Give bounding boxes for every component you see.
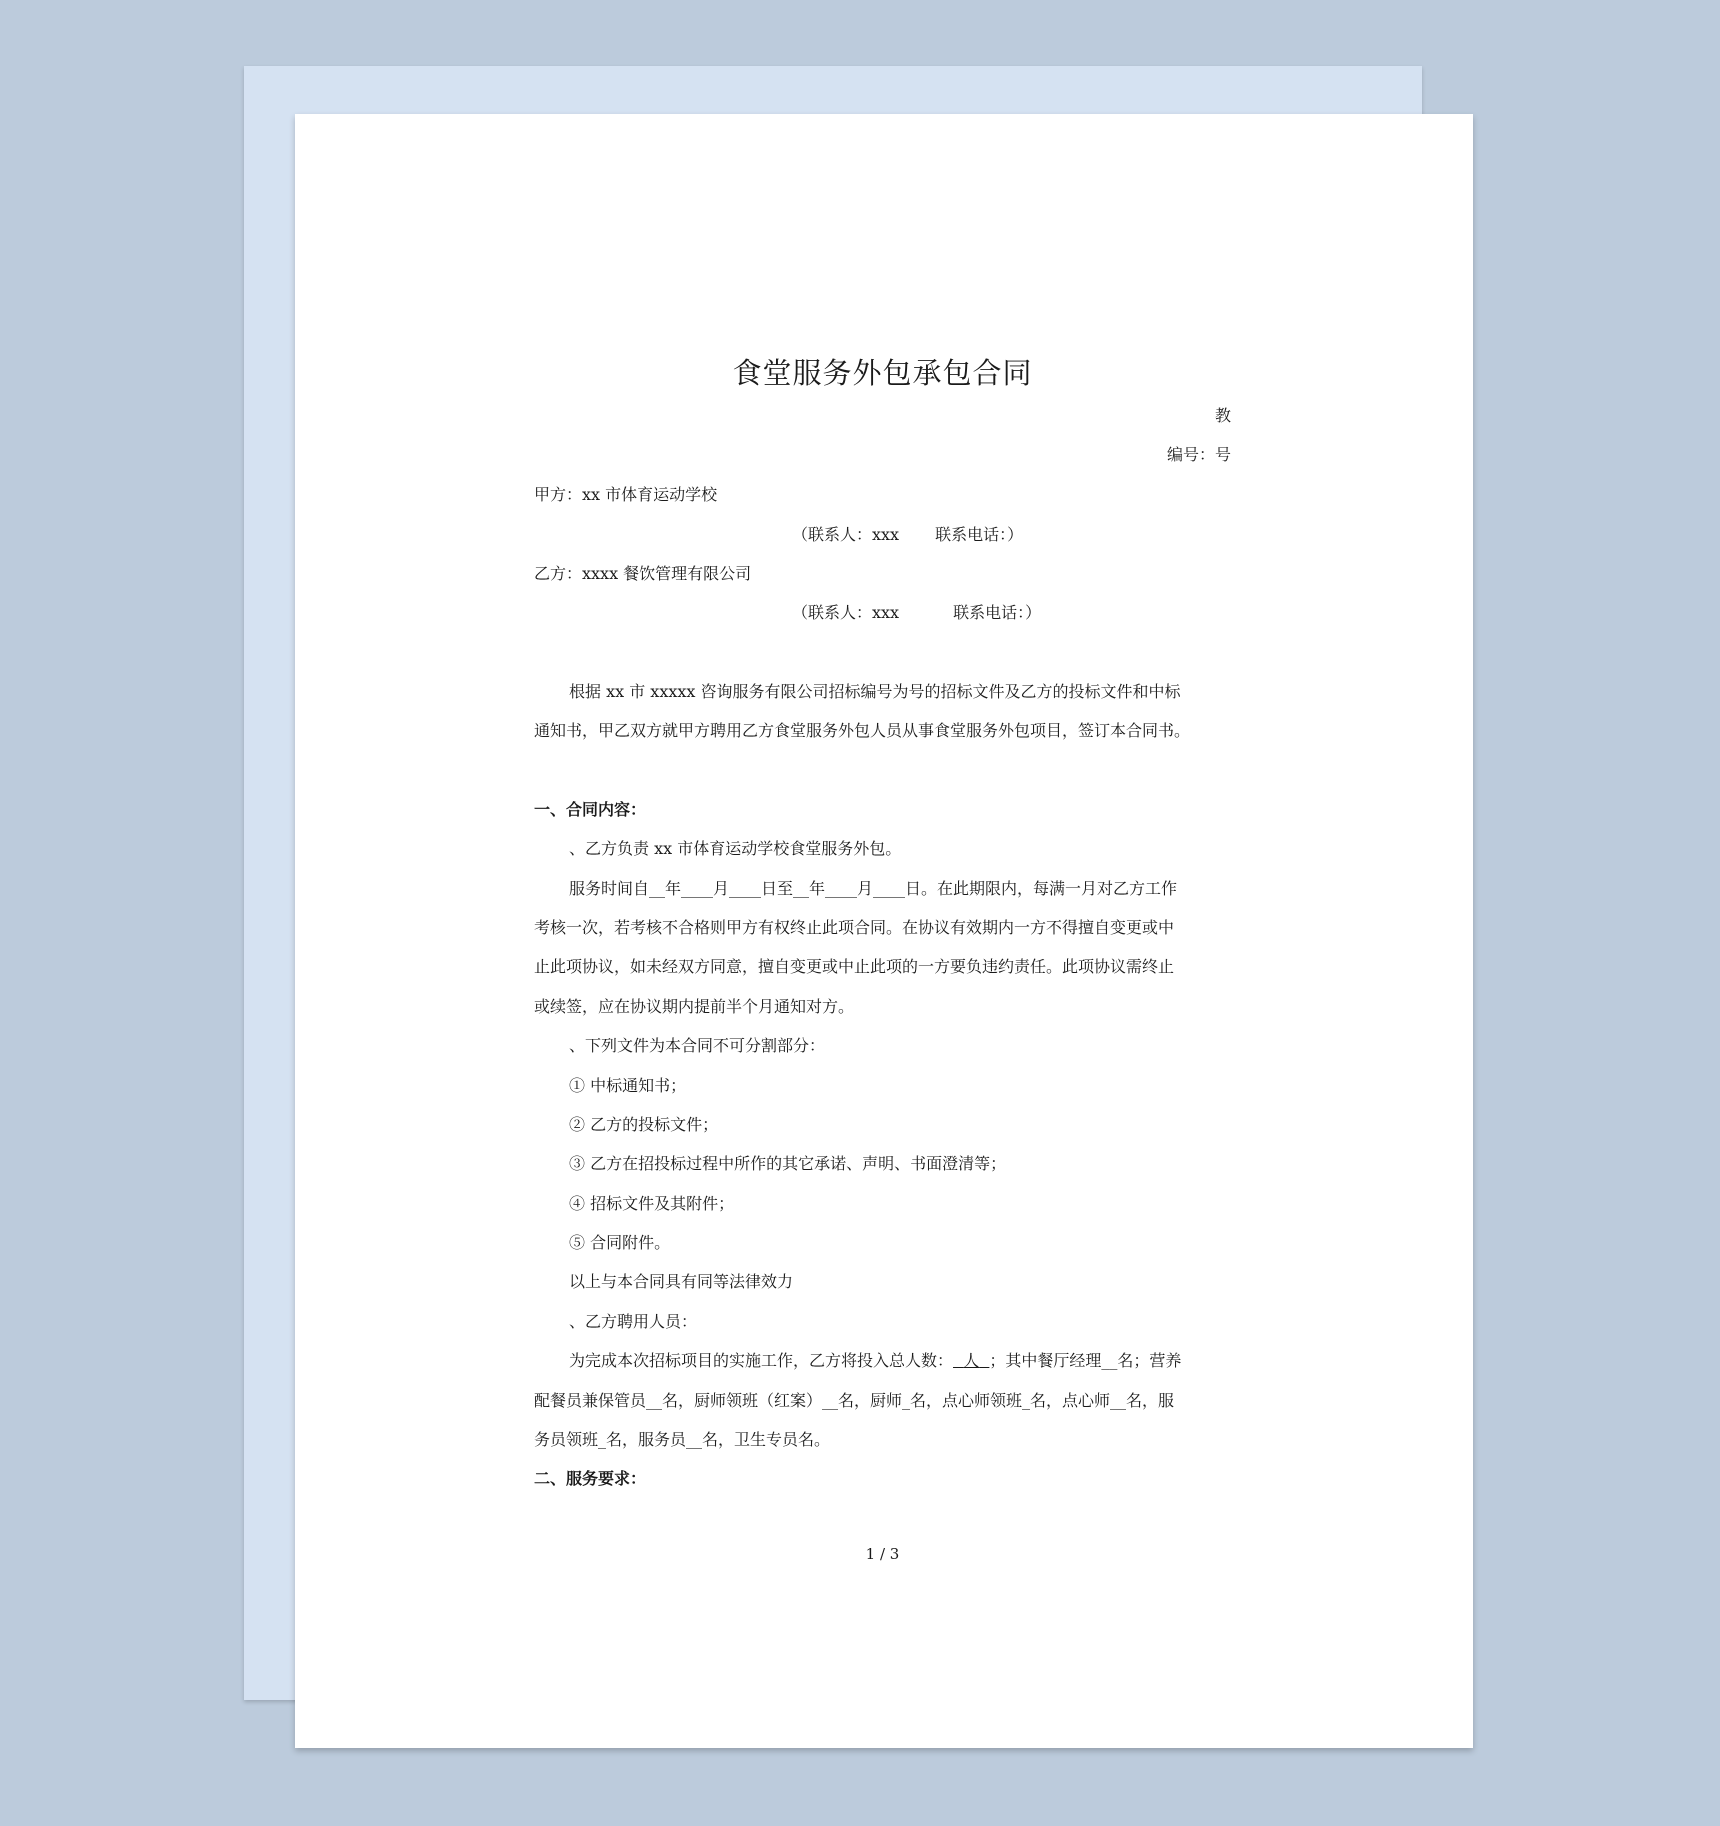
staff-line: 务员领班_名，服务员__名，卫生专员名。 — [534, 1430, 831, 1449]
party-b-contact-phone: 联系电话：） — [953, 603, 1042, 622]
page-number: 1 / 3 — [865, 1545, 900, 1563]
intro-paragraph-line: 根据 xx 市 xxxxx 咨询服务有限公司招标编号为号的招标文件及乙方的投标文件和中标 — [569, 682, 1181, 701]
staff-line-text: 为完成本次招标项目的实施工作，乙方将投入总人数： — [569, 1351, 954, 1370]
doc-list-item: ② 乙方的投标文件； — [569, 1115, 719, 1134]
party-b: 乙方：xxxx 餐饮管理有限公司 — [534, 564, 752, 583]
party-a-contact-phone: 联系电话：） — [935, 525, 1024, 544]
party-a-contact — [534, 524, 1231, 546]
service-period-line: 考核一次，若考核不合格则甲方有权终止此项合同。在协议有效期内一方不得擅自变更或中 — [534, 918, 1175, 937]
party-b-contact-person: （联系人：xxx — [792, 603, 900, 622]
clause-item: 、下列文件为本合同不可分割部分： — [569, 1036, 826, 1055]
contract-number: 编号：号 — [1166, 445, 1231, 464]
total-staff-blank — [953, 1351, 989, 1370]
doc-list-item: ④ 招标文件及其附件； — [569, 1194, 735, 1213]
document-title: 食堂服务外包承包合同 — [732, 356, 1033, 390]
staff-line-text: ；其中餐厅经理__名；营养 — [989, 1351, 1182, 1370]
staff-line: 配餐员兼保管员__名，厨师领班（红案）__名，厨师_名，点心师领班_名，点心师__名，服 — [534, 1391, 1175, 1410]
doc-list-item: ③ 乙方在招投标过程中所作的其它承诺、声明、书面澄清等； — [569, 1154, 1007, 1173]
total-staff-value: 人 — [963, 1351, 980, 1370]
section-heading-contract-content: 一、合同内容： — [534, 800, 647, 819]
doc-list-item: ⑤ 合同附件。 — [569, 1233, 671, 1252]
service-period-line: 止此项协议，如未经双方同意，擅自变更或中止此项的一方要负违约责任。此项协议需终止 — [534, 957, 1175, 976]
clause-item: 、乙方聘用人员： — [569, 1312, 698, 1331]
party-b-contact — [534, 602, 1231, 624]
document-page — [295, 114, 1473, 1748]
equal-effect-note: 以上与本合同具有同等法律效力 — [569, 1272, 794, 1291]
service-period-line: 服务时间自__年____月____日至__年____月____日。在此期限内，每满一月对乙方工作 — [569, 879, 1178, 898]
doc-list-item: ① 中标通知书； — [569, 1076, 687, 1095]
section-heading-service-requirements: 二、服务要求： — [534, 1469, 647, 1488]
staff-line — [534, 1350, 1231, 1372]
header-right-1: 教 — [1214, 406, 1231, 425]
service-period-line: 或续签，应在协议期内提前半个月通知对方。 — [534, 997, 855, 1016]
clause-item: 、乙方负责 xx 市体育运动学校食堂服务外包。 — [569, 839, 902, 858]
party-a: 甲方：xx 市体育运动学校 — [534, 485, 718, 504]
party-a-contact-person: （联系人：xxx — [792, 525, 900, 544]
intro-paragraph-line: 通知书，甲乙双方就甲方聘用乙方食堂服务外包人员从事食堂服务外包项目，签订本合同书。 — [534, 721, 1191, 740]
